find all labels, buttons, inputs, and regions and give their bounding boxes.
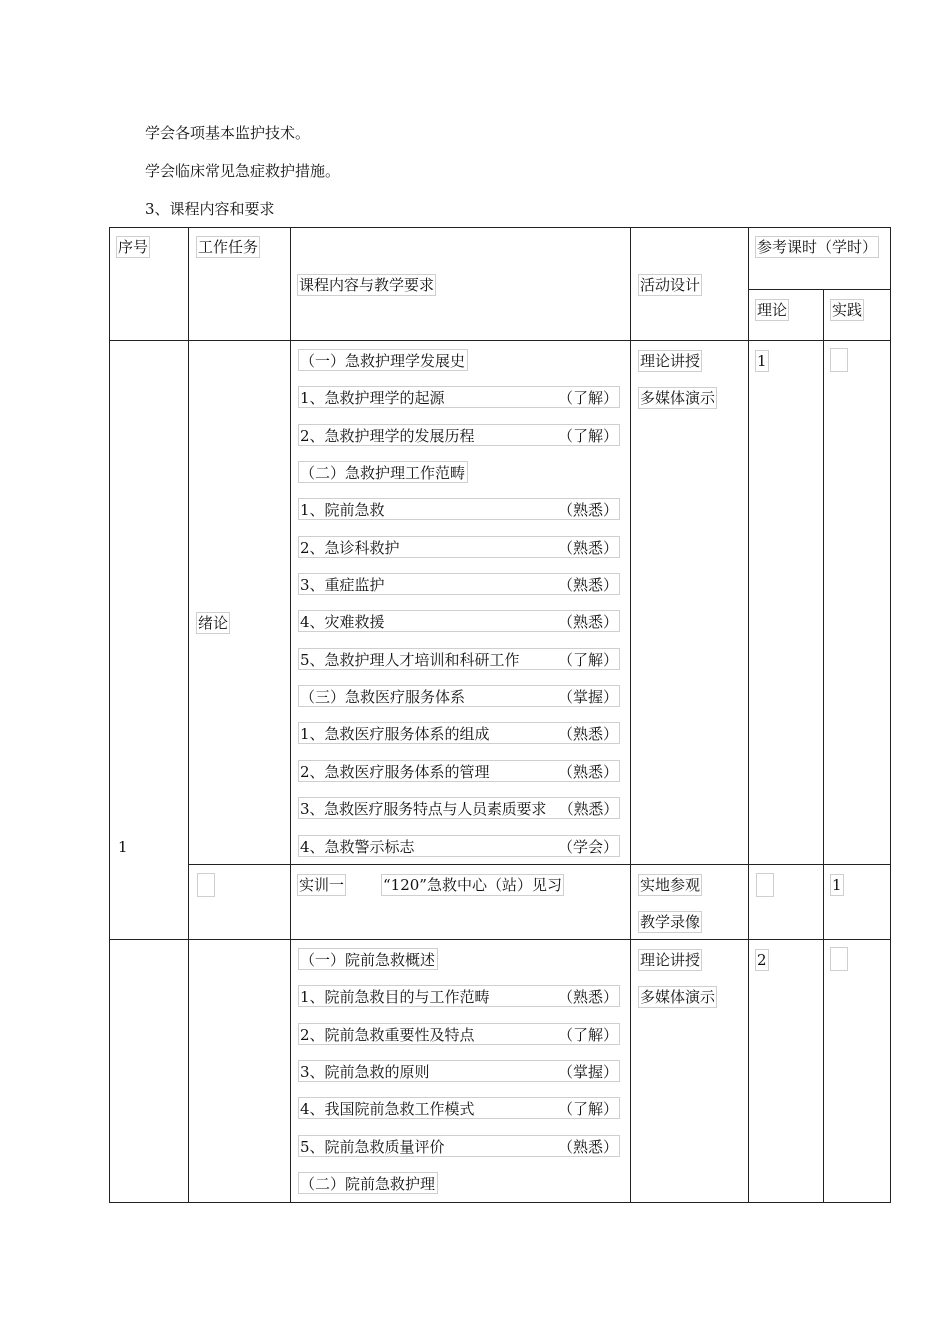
row2-item (298, 1135, 620, 1157)
item-level: （熟悉） (557, 613, 618, 631)
row2-activity-multimedia: 多媒体演示 (640, 988, 716, 1006)
item-text: （三）急救医疗服务体系 (300, 688, 466, 706)
item-text: 4、急救警示标志 (300, 838, 415, 856)
row1-item (298, 573, 620, 595)
section-title: 3、课程内容和要求 (145, 200, 275, 218)
row1-item (298, 536, 620, 558)
row1-practice-hours (830, 348, 848, 372)
row2-item (298, 985, 620, 1007)
row1-activity-multimedia: 多媒体演示 (640, 389, 716, 407)
table-border-right (890, 227, 891, 1203)
practical1-practice-hours: 1 (832, 876, 842, 894)
item-text: 5、院前急救质量评价 (300, 1138, 445, 1156)
item-level: （了解） (557, 1026, 618, 1044)
row1-item (298, 424, 620, 446)
item-level: （了解） (557, 389, 618, 407)
item-level: （掌握） (557, 1063, 618, 1081)
row1-item (298, 835, 620, 857)
row1-item (298, 648, 620, 670)
item-text: 1、院前急救 (300, 501, 385, 519)
item-level: （熟悉） (557, 501, 618, 519)
row2-item (298, 1172, 438, 1194)
practical1-title: “120”急救中心（站）见习 (383, 876, 562, 894)
item-text: 4、灾难救援 (300, 613, 385, 631)
item-level: （学会） (557, 838, 618, 856)
practical1-activity-video: 教学录像 (640, 913, 701, 931)
item-text: 1、急救医疗服务体系的组成 (300, 725, 490, 743)
item-level: （熟悉） (557, 763, 618, 781)
table-line-col2 (188, 227, 189, 1203)
row1-item (298, 760, 620, 782)
row1-item (298, 610, 620, 632)
item-text: 2、院前急救重要性及特点 (300, 1026, 475, 1044)
practical1-theory-hours (756, 873, 774, 897)
header-activity: 活动设计 (640, 276, 701, 294)
row1-item (298, 461, 468, 483)
item-text: 1、院前急救目的与工作范畴 (300, 988, 490, 1006)
item-level: （熟悉） (557, 1138, 618, 1156)
table-line-col3 (290, 227, 291, 1203)
row2-item (298, 1060, 620, 1082)
item-text: 3、院前急救的原则 (300, 1063, 430, 1081)
table-line-col6 (823, 289, 824, 1203)
item-level: （熟悉） (557, 576, 618, 594)
table-line-col4 (630, 227, 631, 1203)
row2-item (298, 1023, 620, 1045)
table-line-row2 (109, 939, 891, 940)
practical1-label: 实训一 (299, 876, 345, 894)
item-level: （熟悉） (558, 800, 618, 818)
item-text: （二）院前急救护理 (300, 1175, 436, 1193)
item-text: 3、急救医疗服务特点与人员素质要求 (300, 800, 547, 818)
table-line-hours-split (748, 289, 891, 290)
item-level: （熟悉） (557, 725, 618, 743)
item-level: （了解） (557, 1100, 618, 1118)
item-text: 2、急救护理学的发展历程 (300, 427, 475, 445)
item-level: （掌握） (557, 688, 618, 706)
row2-item (298, 948, 438, 970)
table-line-header-bottom (109, 340, 891, 341)
table-border-bottom (109, 1202, 891, 1203)
practical1-task (197, 873, 215, 897)
practical1-activity-visit: 实地参观 (640, 876, 701, 894)
item-text: （二）急救护理工作范畴 (300, 464, 466, 482)
item-level: （了解） (557, 427, 618, 445)
table-border-top (109, 227, 891, 228)
item-text: 3、重症监护 (300, 576, 385, 594)
row1-item (298, 722, 620, 744)
row1-theory-hours: 1 (757, 352, 767, 370)
item-text: （一）院前急救概述 (300, 951, 436, 969)
row1-item (298, 386, 620, 408)
row1-task: 绪论 (198, 614, 229, 632)
table-line-col5 (748, 227, 749, 1203)
item-level: （熟悉） (557, 988, 618, 1006)
header-hours: 参考课时（学时） (757, 238, 878, 256)
paragraph-monitoring: 学会各项基本监护技术。 (145, 124, 311, 142)
item-text: 1、急救护理学的起源 (300, 389, 445, 407)
row2-item (298, 1097, 620, 1119)
header-practice: 实践 (832, 301, 863, 319)
row1-item (298, 797, 620, 819)
header-theory: 理论 (757, 301, 788, 319)
header-task: 工作任务 (198, 238, 259, 256)
row1-item (298, 498, 620, 520)
row1-item (298, 349, 468, 371)
item-text: 2、急诊科救护 (300, 539, 400, 557)
paragraph-emergency: 学会临床常见急症救护措施。 (145, 162, 341, 180)
row2-activity-lecture: 理论讲授 (640, 951, 701, 969)
row1-number: 1 (118, 838, 128, 856)
item-text: （一）急救护理学发展史 (300, 352, 466, 370)
table-line-practical (188, 864, 891, 865)
item-level: （了解） (557, 651, 618, 669)
row2-practice-hours (830, 947, 848, 971)
header-content: 课程内容与教学要求 (299, 276, 435, 294)
row1-activity-lecture: 理论讲授 (640, 352, 701, 370)
item-text: 2、急救医疗服务体系的管理 (300, 763, 490, 781)
header-no: 序号 (118, 238, 149, 256)
row1-item (298, 685, 620, 707)
item-level: （熟悉） (557, 539, 618, 557)
item-text: 4、我国院前急救工作模式 (300, 1100, 475, 1118)
table-border-left (109, 227, 110, 1203)
item-text: 5、急救护理人才培训和科研工作 (300, 651, 520, 669)
row2-theory-hours: 2 (757, 951, 767, 969)
